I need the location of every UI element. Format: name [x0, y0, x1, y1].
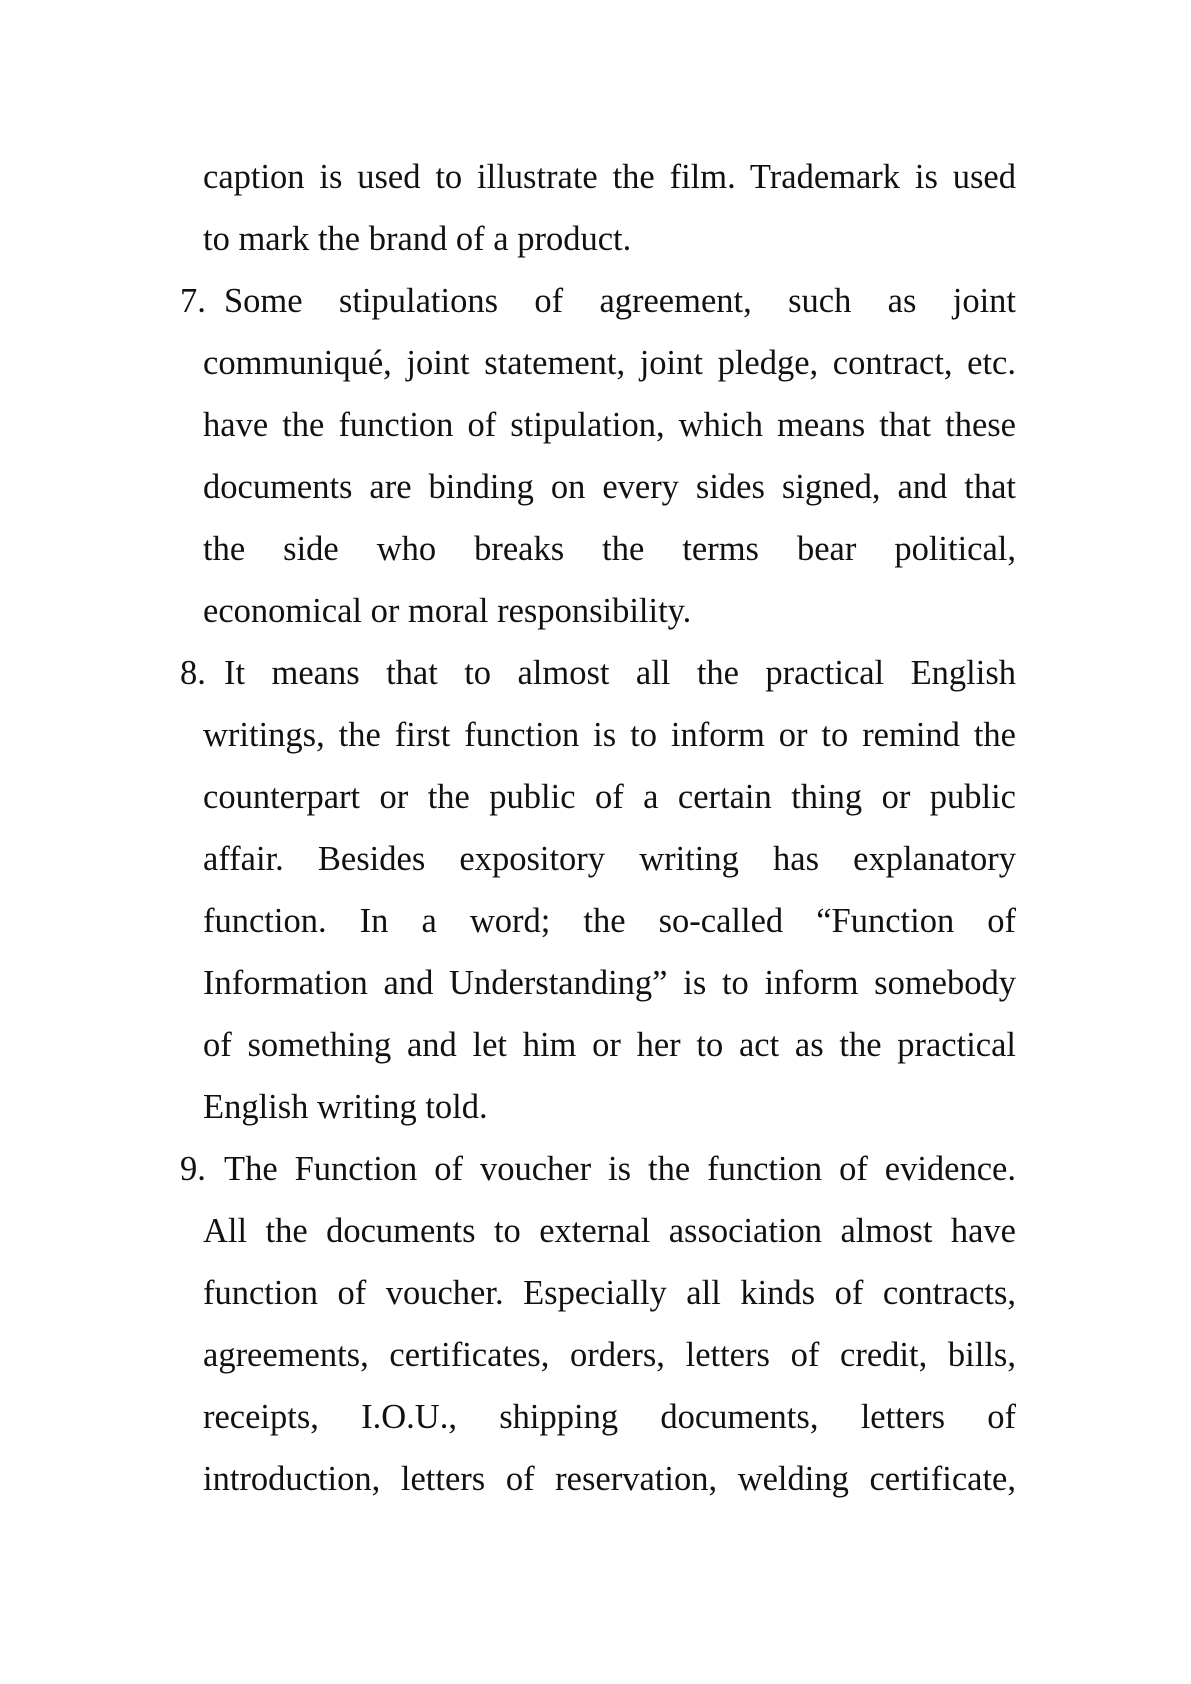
paragraph-line: caption is used to illustrate the film. Trademark is used: [203, 158, 1016, 196]
list-item-line: of something and let him or her to act as the practical: [203, 1026, 1016, 1064]
list-item-line: communiqué, joint statement, joint pledge, contract, etc.: [203, 344, 1016, 382]
list-item-line: counterpart or the public of a certain thing or public: [203, 778, 1016, 816]
list-item-line: English writing told.: [203, 1088, 488, 1126]
list-item-number: 8.: [180, 654, 206, 692]
list-item-line: receipts, I.O.U., shipping documents, letters of: [203, 1398, 1016, 1436]
list-item-line: writings, the first function is to inform or to remind the: [203, 716, 1016, 754]
list-item-line: The Function of voucher is the function of evidence.: [224, 1150, 1016, 1188]
list-item-line: Some stipulations of agreement, such as joint: [224, 282, 1016, 320]
paragraph-line: to mark the brand of a product.: [203, 220, 632, 258]
list-item-line: have the function of stipulation, which means that these: [203, 406, 1016, 444]
list-item-line: affair. Besides expository writing has explanatory: [203, 840, 1016, 878]
list-item-line: agreements, certificates, orders, letters of credit, bills,: [203, 1336, 1016, 1374]
list-item-line: Information and Understanding” is to inform somebody: [203, 964, 1016, 1002]
list-item-number: 7.: [180, 282, 206, 320]
list-item-line: the side who breaks the terms bear political,: [203, 530, 1016, 568]
list-item-line: It means that to almost all the practical English: [224, 654, 1016, 692]
list-item-line: All the documents to external association almost have: [203, 1212, 1016, 1250]
list-item-line: introduction, letters of reservation, welding certificate,: [203, 1460, 1016, 1498]
list-item-line: function of voucher. Especially all kinds of contracts,: [203, 1274, 1016, 1312]
list-item-number: 9.: [180, 1150, 206, 1188]
list-item-line: economical or moral responsibility.: [203, 592, 692, 630]
list-item-line: documents are binding on every sides signed, and that: [203, 468, 1016, 506]
list-item-line: function. In a word; the so-called “Function of: [203, 902, 1016, 940]
